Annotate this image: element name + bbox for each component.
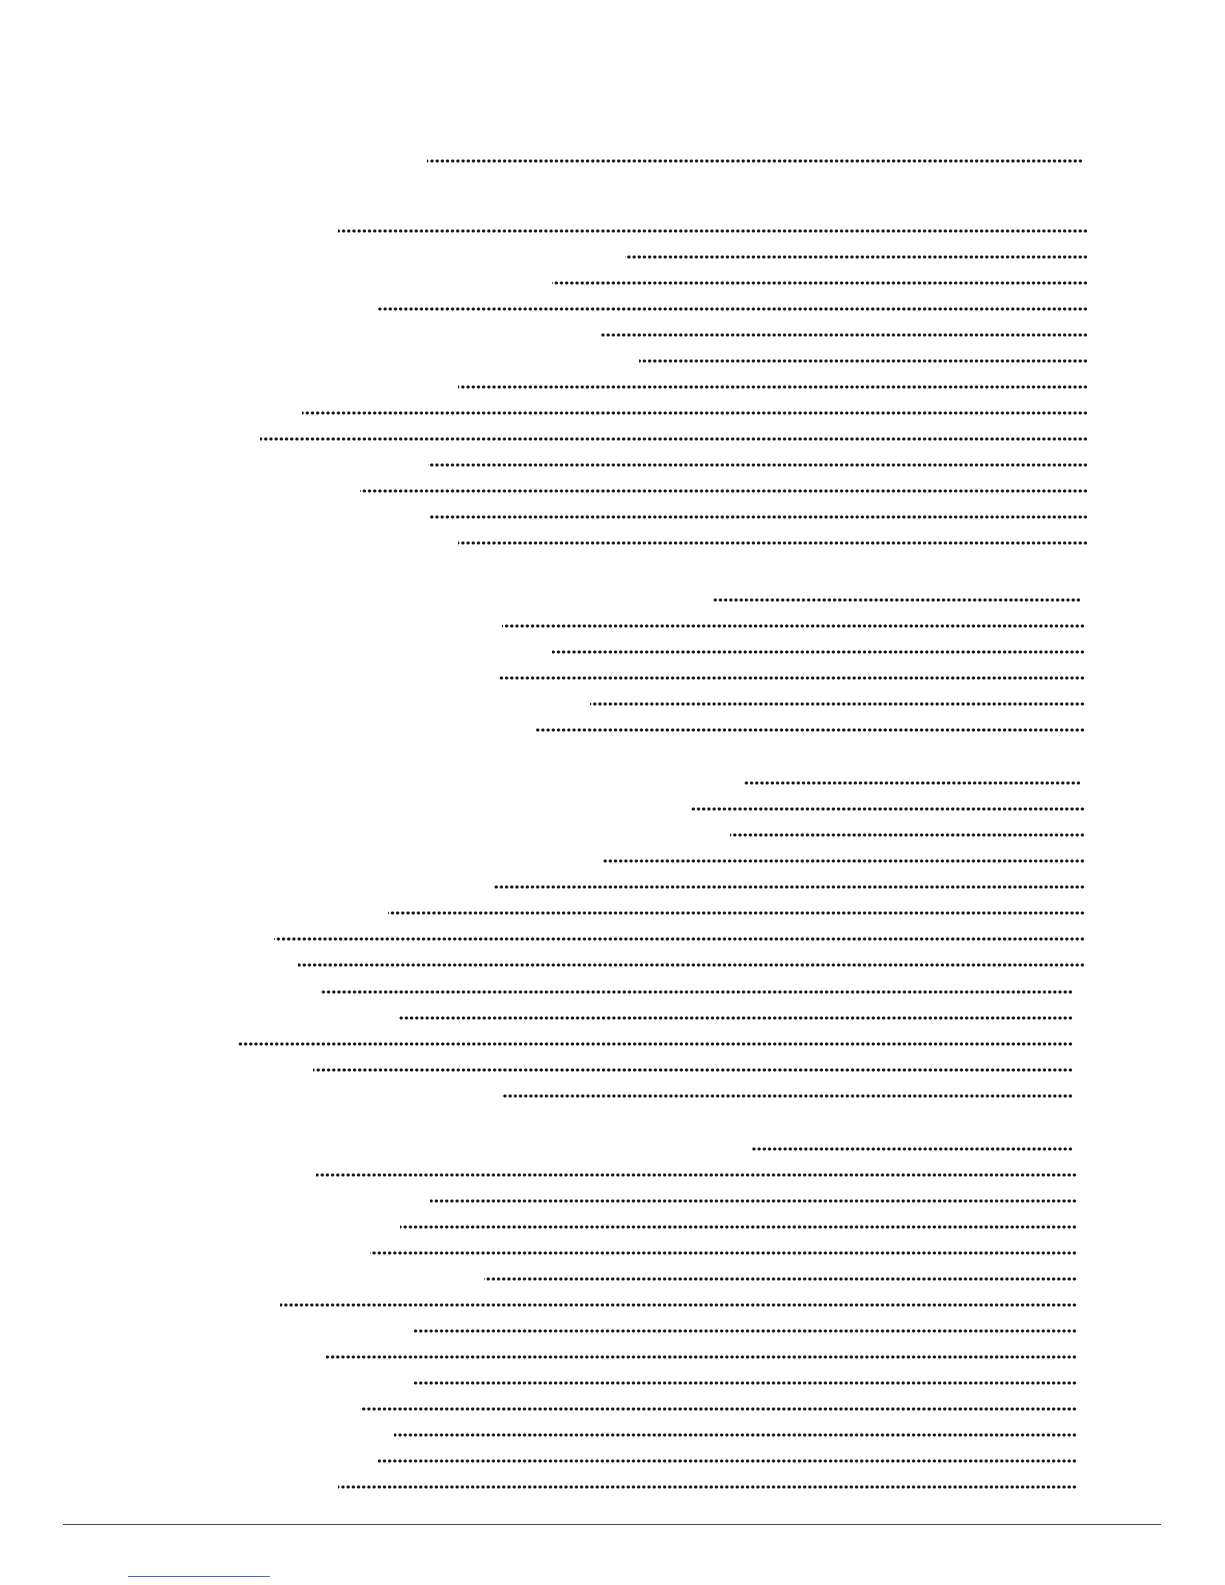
- toc-leader: [378, 1458, 1077, 1464]
- toc-leader: [326, 1354, 1077, 1360]
- toc-leader: [338, 1484, 1077, 1490]
- toc-leader: [552, 649, 1085, 655]
- toc-leader: [743, 780, 1081, 786]
- toc-leader: [274, 936, 1085, 942]
- toc-leader: [316, 1172, 1077, 1178]
- footnote-link-mark[interactable]: [128, 1576, 270, 1577]
- toc-leader: [713, 597, 1081, 603]
- toc-leader: [691, 806, 1085, 812]
- toc-leader: [302, 410, 1088, 416]
- toc-leader: [535, 727, 1085, 733]
- toc-leader: [639, 358, 1088, 364]
- toc-leader: [320, 989, 1073, 995]
- toc-leader: [428, 462, 1088, 468]
- toc-leader: [603, 858, 1085, 864]
- toc-leader: [458, 540, 1088, 546]
- toc-leader: [499, 675, 1085, 681]
- toc-leader: [430, 514, 1088, 520]
- toc-leader: [484, 1276, 1077, 1282]
- toc-leader: [398, 1015, 1073, 1021]
- toc-leader: [298, 962, 1085, 968]
- toc-leader: [313, 1067, 1073, 1073]
- toc-leader: [625, 254, 1088, 260]
- toc-leader: [427, 158, 1083, 164]
- toc-leader: [260, 436, 1088, 442]
- toc-leader: [237, 1041, 1073, 1047]
- toc-leader: [730, 832, 1085, 838]
- toc-leader: [338, 228, 1088, 234]
- toc-leader: [370, 1250, 1077, 1256]
- toc-leader: [552, 280, 1088, 286]
- toc-leader: [378, 306, 1088, 312]
- toc-leader: [493, 884, 1085, 890]
- toc-leader: [400, 1224, 1077, 1230]
- toc-leader: [360, 488, 1088, 494]
- toc-leader: [503, 1093, 1073, 1099]
- toc-leader: [360, 1406, 1077, 1412]
- toc-leader: [394, 1432, 1077, 1438]
- toc-leader: [280, 1302, 1077, 1308]
- toc-leader: [600, 332, 1088, 338]
- toc-leader: [590, 701, 1085, 707]
- toc-leader: [751, 1146, 1073, 1152]
- toc-leader: [502, 623, 1085, 629]
- toc-leader: [414, 1328, 1077, 1334]
- toc-leader: [414, 1380, 1077, 1386]
- footer-rule: [63, 1524, 1161, 1525]
- toc-leader: [458, 384, 1088, 390]
- toc-leader: [388, 910, 1085, 916]
- toc-leader: [430, 1198, 1077, 1204]
